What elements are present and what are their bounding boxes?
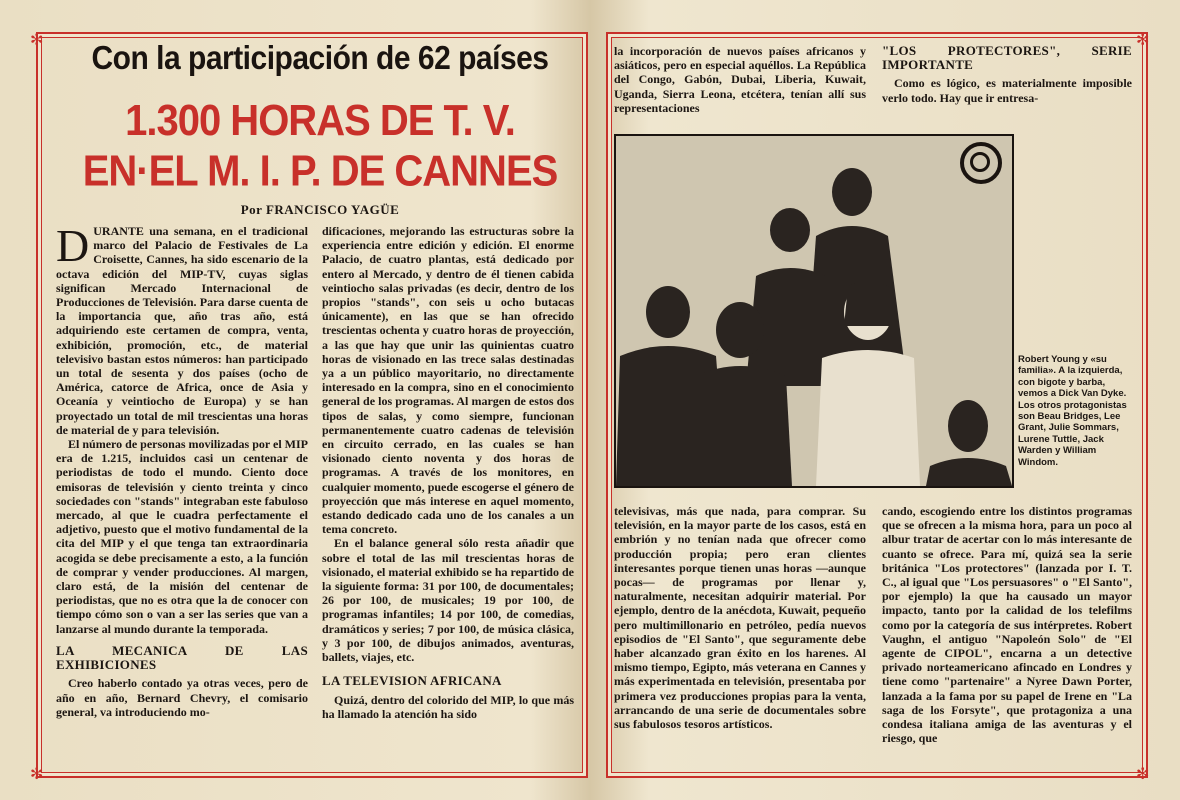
- headline: [60, 95, 580, 196]
- tv-channel-logo-icon: [960, 142, 1002, 184]
- byline: Por FRANCISCO YAGÜE: [240, 202, 400, 217]
- pre-title: Con la participación de 62 países: [91, 40, 549, 77]
- paragraph: televisivas, más que nada, para comprar. Su televisión, en la mayor parte de los casos, está en embrión y no tenían nada que ofrecer como producción propia; pero eran clientes interesantes porque tienen unas horas —aunque pocas— de programas por llenar y, naturalmente, necesitan adquirir material. Por ejemplo, dentro de la anécdota, Kuwait, pequeño pero multimillonario en petróleo, pedía nuevos episodios de "El Santo", que seguramente debe haber alcanzado gran éxito en los harenes. Al mismo tiempo, Egipto, más veterana en Cannes y más experimentada en televisión, presentaba por primera vez producciones propias para la venta, arrancando de una serie de documentales sobre sus fabulosos tesoros artísticos.: [614, 504, 866, 732]
- paragraph: cando, escogiendo entre los distintos programas que se ofrecen a la misma hora, para un poco al albur tratar de acertar con lo más interesante de cuanto se ofrece. Para mí, quizá sea la serie británica "Los protectores" (lanzada por I. T. C., al igual que "Los persuasores" o "El Santo", por ejemplo) la que ha causado un mayor impacto, tanto por la calidad de los telefilms como por la categoría de sus intérpretes. Robert Vaughn, el antiguo "Napoleón Solo" de "El agente de CIPOL", encarna a un detective privado norteamericano afincado en Londres y tiene como "partenaire" a Nyree Dawn Porter, lanzada a la fama por su papel de Irene en "La saga de los Forsyte", que protagoniza a una condesa italiana amiga de las aventuras y el riesgo, que: [882, 504, 1132, 746]
- headline-line-1: 1.300 HORAS DE T. V.: [125, 96, 515, 145]
- cast-photo: [614, 134, 1014, 488]
- cast-photo-image: [616, 136, 1012, 486]
- star-ornament-icon: ✻: [30, 764, 44, 783]
- paragraph: dificaciones, mejorando las estructuras sobre la experiencia entre edición y edición. El enorme Palacio, de cuatro plantas, está dedicado por entero al Mercado, y dentro de él tienen cabida veintiocho salas privadas (es decir, dentro de los propios "stands", con seis u ocho butacas únicamente), en las que se han ofrecido trescientas ochenta y cuatro horas de proyección, a las que hay que unir las quinientas cuatro horas de visionado en las trece salas destinadas ya a un público mayoritario, no directamente interesado en la compra, sino en el conocimiento general de los programas. Al margen de estos dos tipos de salas, y como siempre, funcionan permanentemente cuatro cadenas de televisión en circuito cerrado, en las cuales se han visionado ciento noventa y dos horas de programas. A través de los monitores, en cualquier momento, puede escogerse el género de proyección que más interese en aquel momento, estando dedicado cada uno de los canales a un tema concreto.: [322, 224, 574, 537]
- paragraph: Como es lógico, es materialmente imposible verlo todo. Hay que ir entresa-: [882, 76, 1132, 105]
- paragraph: la incorporación de nuevos países africanos y asiáticos, pero en especial aquéllos. La República del Congo, Gabón, Dubai, Liberia, Kuwait, Uganda, Sierra Leona, etcétera, tenían allí sus representaciones: [614, 44, 866, 115]
- paragraph: El número de personas movilizadas por el MIP era de 1.215, incluidos casi un centenar de periodistas de todo el mundo. Ciento doce emisoras de televisión y ciento treinta y cinco sociedades con "stands" integraban este fabuloso mercado, al que le cuadra perfectamente el adjetivo, puesto que el motivo fundamental de la cita del MIP y el que tenga tan extraordinaria acogida se debe precisamente a esto, a la función de comprar y vender producciones. Al margen, claro está, de la misión del centenar de periodistas, que no es otra que la de conocer con tiempo cómo son o van a ser las series que van a lanzarse al mundo durante la temporada.: [56, 437, 308, 636]
- star-ornament-icon: ✻: [1136, 30, 1150, 49]
- paragraph: En el balance general sólo resta añadir que sobre el total de las mil trescientas horas de visionado, el material exhibido se ha repartido de la siguiente forma: 31 por 100, de documentales; 26 por 100, de musicales; 19 por 100, de programas infantiles; 14 por 100, de comedias, dramáticos y series; 7 por 100, de música clásica, y 3 por 100, de dibujos animados, aventuras, ballets, viajes, etc.: [322, 536, 574, 665]
- star-ornament-icon: ✻: [30, 30, 44, 49]
- paragraph: Creo haberlo contado ya otras veces, pero de año en año, Bernard Chevry, el comisario general, va introduciendo mo-: [56, 676, 308, 719]
- star-ornament-icon: ✻: [1136, 764, 1150, 783]
- headline-line-2: EN·EL M. I. P. DE CANNES: [82, 147, 558, 196]
- subheading: "LOS PROTECTORES", SERIE IMPORTANTE: [882, 43, 1132, 73]
- paragraph: Quizá, dentro del colorido del MIP, lo que más ha llamado la atención ha sido: [322, 692, 574, 721]
- article-column-2: [322, 224, 574, 721]
- right-bottom-column-1: [614, 504, 866, 731]
- article-column-1: [56, 220, 308, 719]
- subheading: LA MECANICA DE LAS EXHIBICIONES: [56, 642, 308, 673]
- right-top-column-1: [614, 44, 866, 115]
- right-bottom-column-2: [882, 504, 1132, 745]
- paragraph: URANTE una semana, en el tradicional marco del Palacio de Festivales de La Croisette, Cannes, ha sido escenario de la octava edición del MIP-TV, cuyas siglas significan Mercado Internacional de Producciones de Televisión. Para darse cuenta de la importancia que, año tras año, está adquiriendo este certamen de compra, venta, exhibición, promoción, etc., de material televisivo bastan estos números: han participado un total de sesenta y dos países (ocho de América, catorce de Africa, once de Asia y Oceanía y veintiocho de Europa) y se han proyectado un total de mil trescientas una horas de material de y para televisión.: [56, 224, 308, 437]
- photo-caption: Robert Young y «su familia». A la izquierda, con bigote y barba, vemos a Dick Van Dyke. Los otros protagonistas son Beau Bridges, Lee Grant, Julie Sommars, Lurene Tuttle, Jack Warden y William Windom.: [1018, 354, 1127, 468]
- drop-cap: D: [56, 220, 90, 271]
- right-top-column-2: [882, 44, 1132, 105]
- subheading: LA TELEVISION AFRICANA: [322, 673, 502, 689]
